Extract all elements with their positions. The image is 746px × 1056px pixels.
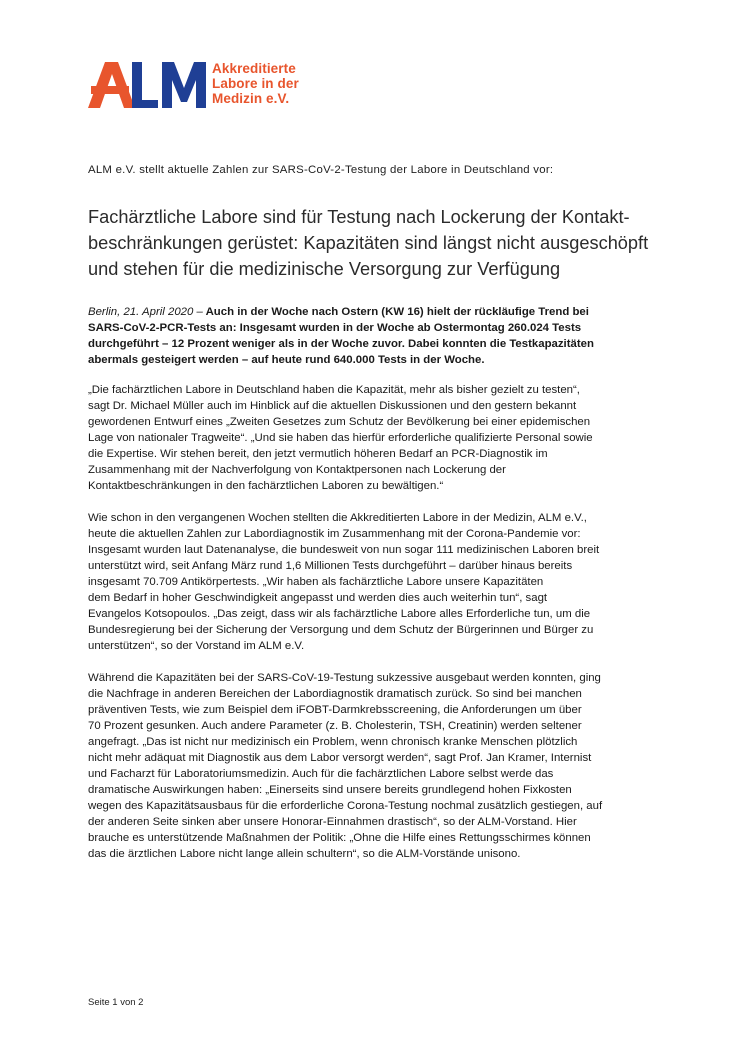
alm-logo-mark [88, 60, 208, 110]
paragraph-line: gewordenen Entwurf eines „Zweiten Gesetzes zum Schutz der Bevölkerung bei einer epidemischen [88, 416, 591, 428]
paragraph-line: 70 Prozent gesunken. Auch andere Parameter (z. B. Cholesterin, TSH, Creatinin) werden seltener [88, 720, 582, 732]
body-paragraph-2 [88, 510, 688, 654]
logo-line-2: Labore in der [212, 75, 299, 91]
headline [88, 204, 688, 282]
paragraph-line: Wie schon in den vergangenen Wochen stellten die Akkreditierten Labore in der Medizin, ALM e.V., [88, 512, 587, 524]
body-paragraph-1 [88, 382, 688, 494]
paragraph-line: Kontaktbeschränkungen in den fachärztlichen Laboren zu bewältigen.“ [88, 480, 444, 492]
headline-line: beschränkungen gerüstet: Kapazitäten sind längst nicht ausgeschöpft [88, 233, 649, 253]
paragraph-line: Insgesamt wurden laut Datenanalyse, die bundesweit von nun sogar 111 medizinischen Laboren breit [88, 544, 600, 556]
paragraph-line: brauche es unterstützende Maßnahmen der Politik: „Ohne die Hilfe eines Rettungsschirmes können [88, 832, 591, 844]
lead-line: durchgeführt – 12 Prozent weniger als in der Woche zuvor. Dabei konnten die Testkapazitäten [88, 338, 594, 350]
dateline: Berlin, 21. April 2020 – [88, 306, 203, 318]
paragraph-line: insgesamt 70.709 Antikörpertests. „Wir haben als fachärztliche Labore unsere Kapazitäten [88, 576, 544, 588]
paragraph-line: angefragt. „Das ist nicht nur medizinisch ein Problem, wenn chronisch kranke Menschen plötzlich [88, 736, 578, 748]
paragraph-line: Evangelos Kotsopoulos. „Das zeigt, dass wir als fachärztliche Labore alles Erforderliche tun, um die [88, 608, 591, 620]
paragraph-line: dem Bedarf in hoher Geschwindigkeit angepasst und werden dies auch weiterhin tun“, sagt [88, 592, 548, 604]
paragraph-line: unterstützt wird, seit Anfang März rund 1,6 Millionen Tests durchgeführt – darüber hinaus bereits [88, 560, 573, 572]
paragraph-line: Bundesregierung bei der Sicherung der Versorgung und dem Schutz der Bürgerinnen und Bürger zu [88, 624, 594, 636]
paragraph-line: das die ärztlichen Labore nicht lange allein schultern“, so die ALM-Vorstände unisono. [88, 848, 521, 860]
paragraph-line: die Nachfrage in anderen Bereichen der Labordiagnostik dramatisch zurück. So sind bei manchen [88, 688, 582, 700]
paragraph-line: sagt Dr. Michael Müller auch im Hinblick auf die aktuellen Diskussionen und den gestern bekannt [88, 400, 577, 412]
paragraph-line: nicht mehr adäquat mit Diagnostik aus dem Labor versorgt werden“, sagt Prof. Jan Kramer, Internist [88, 752, 592, 764]
paragraph-line: wegen des Kapazitätsausbaus für die erforderliche Corona-Testung nochmal zusätzlich gestiegen, auf [88, 800, 603, 812]
headline-line: Fachärztliche Labore sind für Testung nach Lockerung der Kontakt- [88, 207, 630, 227]
paragraph-line: heute die aktuellen Zahlen zur Labordiagnostik im Zusammenhang mit der Corona-Pandemie vor: [88, 528, 581, 540]
logo-line-1: Akkreditierte [212, 61, 296, 76]
lead-text: Auch in der Woche nach Ostern (KW 16) hielt der rückläufige Trend bei [202, 306, 589, 318]
intro-line: ALM e.V. stellt aktuelle Zahlen zur SARS-CoV-2-Testung der Labore in Deutschland vor: [88, 164, 554, 176]
paragraph-line: und Facharzt für Laboratoriumsmedizin. Auch für die fachärztlichen Labore selbst werde das [88, 768, 554, 780]
logo-line-3: Medizin e.V. [212, 90, 290, 106]
paragraph-line: Zusammenhang mit der Nachverfolgung von Kontaktpersonen nach Lockerung der [88, 464, 506, 476]
lead-line: SARS-CoV-2-PCR-Tests an: Insgesamt wurden in der Woche ab Ostermontag 260.024 Tests [88, 322, 582, 334]
paragraph-line: der anderen Seite sinken aber unsere Honorar-Einnahmen drastisch“, so der ALM-Vorstand. Hier [88, 816, 577, 828]
paragraph-line: unterstützen“, so der Vorstand im ALM e.V. [88, 640, 305, 652]
paragraph-line: Lage von nationaler Tragweite“. „Und sie haben das hierfür erforderliche qualifizierte Personal sowie [88, 432, 593, 444]
page-number: Seite 1 von 2 [88, 997, 144, 1008]
paragraph-line: dramatische Auswirkungen haben: „Einerseits sind unsere bereits grundlegend hohen Fixkosten [88, 784, 572, 796]
body-paragraph-3 [88, 670, 688, 862]
lead-line [88, 304, 678, 320]
paragraph-line: präventiven Tests, wie zum Beispiel dem iFOBT-Darmkrebsscreening, die Anforderungen um über [88, 704, 582, 716]
alm-logo-text [212, 62, 299, 106]
lead-paragraph [88, 304, 678, 368]
paragraph-line: „Die fachärztlichen Labore in Deutschland haben die Kapazität, mehr als bisher gezielt zu testen“, [88, 384, 580, 396]
lead-line: abermals gesteigert werden – auf heute rund 640.000 Tests in der Woche. [88, 354, 485, 366]
headline-line: und stehen für die medizinische Versorgung zur Verfügung [88, 259, 561, 279]
paragraph-line: die Expertise. Wir stehen bereit, den jetzt vermutlich höheren Bedarf an PCR-Diagnostik im [88, 448, 548, 460]
paragraph-line: Während die Kapazitäten bei der SARS-CoV-19-Testung sukzessive ausgebaut werden konnten, ging [88, 672, 601, 684]
